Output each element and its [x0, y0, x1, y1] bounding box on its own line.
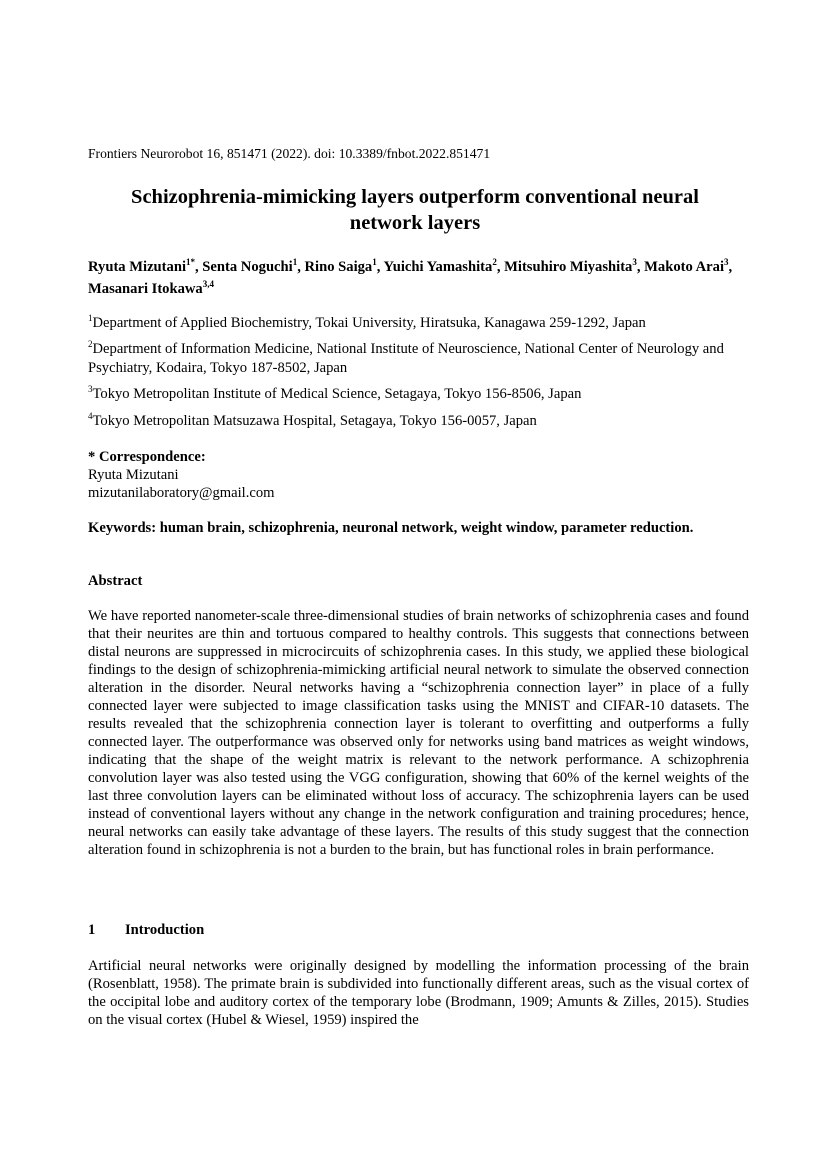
author-separator: , [376, 259, 384, 275]
affiliation-number: 1 [88, 313, 93, 323]
abstract-heading: Abstract [88, 573, 143, 589]
author-affiliation-mark: 1* [186, 257, 195, 267]
affiliation-text: Tokyo Metropolitan Matsuzawa Hospital, Setagaya, Tokyo 156-0057, Japan [92, 413, 537, 429]
journal-citation: Frontiers Neurorobot 16, 851471 (2022). doi: 10.3389/fnbot.2022.851471 [88, 146, 491, 161]
author-name: Senta Noguchi [202, 259, 293, 275]
author-name: Masanari Itokawa [88, 281, 203, 297]
author-name: Rino Saiga [304, 259, 373, 275]
author-separator: , [297, 259, 305, 275]
section-heading-introduction [88, 922, 748, 939]
author-affiliation-mark: 1 [292, 257, 298, 267]
affiliation-4 [88, 412, 748, 431]
correspondence-heading: * Correspondence: [88, 449, 206, 465]
affiliation-number: 2 [88, 339, 93, 349]
author-separator: , [195, 259, 203, 275]
correspondence-name: Ryuta Mizutani [88, 467, 179, 483]
paper-title: Schizophrenia-mimicking layers outperform conventional neural network layers [131, 186, 699, 234]
affiliation-2 [88, 340, 728, 378]
author-affiliation-mark: 2 [492, 257, 497, 267]
introduction-text: Artificial neural networks were originally designed by modelling the information processing of the brain (Rosenblatt, 1958). The primate brain is subdivided into functionally different areas, such as the visual cortex of the occipital lobe and auditory cortex of the temporary lobe (Brodmann, 1909; Amunts & Zilles, 2015). Studies on the visual cortex (Hubel & Wiesel, 1959) inspired the [88, 958, 749, 1028]
affiliation-text: Tokyo Metropolitan Institute of Medical Science, Setagaya, Tokyo 156-8506, Japan [92, 386, 582, 402]
author-affiliation-mark: 3 [724, 257, 729, 267]
affiliation-1 [88, 314, 748, 333]
author-name: Ryuta Mizutani [88, 259, 186, 275]
affiliation-text: Department of Applied Biochemistry, Tokai University, Hiratsuka, Kanagawa 259-1292, Japan [92, 315, 646, 331]
correspondence-block [88, 448, 748, 502]
author-name: Makoto Arai [644, 259, 725, 275]
keywords: Keywords: human brain, schizophrenia, neuronal network, weight window, parameter reduction. [88, 520, 694, 536]
author-separator: , [728, 259, 733, 275]
affiliation-number: 3 [88, 384, 93, 394]
section-title: Introduction [125, 922, 205, 938]
author-affiliation-mark: 3 [632, 257, 637, 267]
author-separator: , [636, 259, 645, 275]
author-list [88, 256, 748, 300]
author-name: Yuichi Yamashita [383, 259, 493, 275]
correspondence-email[interactable]: mizutanilaboratory@gmail.com [88, 485, 275, 501]
affiliation-number: 4 [88, 411, 93, 421]
section-number: 1 [88, 922, 96, 938]
author-separator: , [496, 259, 505, 275]
affiliation-3 [88, 385, 748, 404]
affiliation-text: Department of Information Medicine, National Institute of Neuroscience, National Center of Neurology and Psychiatry, Kodaira, Tokyo 187-8502, Japan [88, 341, 724, 376]
author-name: Mitsuhiro Miyashita [504, 259, 633, 275]
author-affiliation-mark: 3,4 [202, 279, 214, 289]
abstract-text: We have reported nanometer-scale three-dimensional studies of brain networks of schizophrenia cases and found that their neurites are thin and tortuous compared to healthy controls. This suggests that connections between distal neurons are suppressed in microcircuits of schizophrenia cases. In this study, we applied these biological findings to the design of schizophrenia-mimicking artificial neural network to simulate the observed connection alteration in the disorder. Neural networks having a “schizophrenia connection layer” in place of a fully connected layer were subjected to image classification tasks using the MNIST and CIFAR-10 datasets. The results revealed that the schizophrenia connection layer is tolerant to overfitting and outperforms a fully connected layer. The outperformance was observed only for networks using band matrices as weight windows, indicating that the shape of the weight matrix is relevant to the network performance. A schizophrenia convolution layer was also tested using the VGG configuration, showing that 60% of the kernel weights of the last three convolution layers can be eliminated without loss of accuracy. The schizophrenia layers can be used instead of conventional layers without any change in the network configuration and training procedures; hence, neural networks can easily take advantage of these layers. The results of this study suggest that the connection alteration found in schizophrenia is not a burden to the brain, but has functional roles in brain performance. [88, 608, 749, 858]
author-affiliation-mark: 1 [372, 257, 377, 267]
